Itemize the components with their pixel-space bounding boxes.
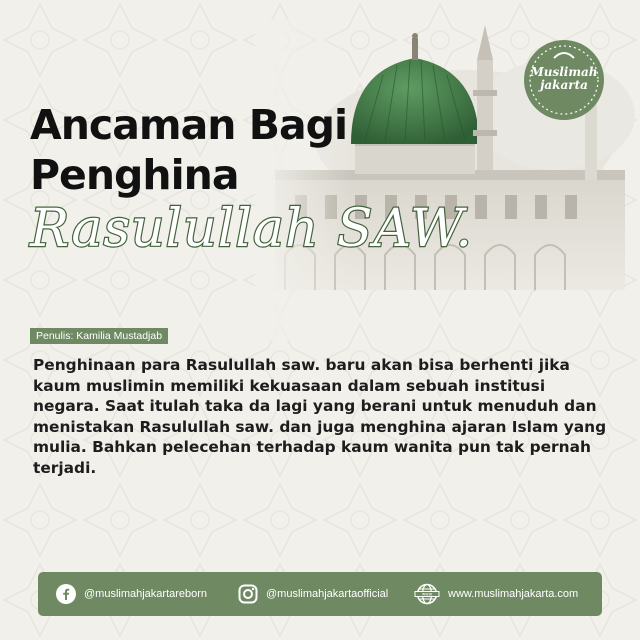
headline-script: Rasulullah SAW. [30,199,473,259]
headline-line-2: Penghina [30,151,239,199]
logo-line-2: jakarta [540,78,588,92]
logo-text [524,66,604,92]
website-url: www.muslimahjakarta.com [448,588,579,600]
facebook-icon [56,584,76,604]
headline-line-1: Ancaman Bagi [30,101,348,149]
body-paragraph: Penghinaan para Rasulullah saw. baru akan bisa berhenti jika kaum muslimin memiliki kekuasaan dalam sebuah institusi negara. Saat itulah taka da lagi yang berani untuk menuduh dan menistakan Rasulullah saw. dan juga menghina ajaran Islam yang mulia. Bahkan pelecehan terhadap kaum wanita pun tak pernah terjadi. [33,356,607,477]
svg-text:www: www [421,591,433,597]
instagram-handle: @muslimahjakartaofficial [266,588,389,600]
instagram-icon [238,584,258,604]
headline [30,100,390,200]
author-badge: Penulis: Kamilia Mustadjab [30,328,168,344]
facebook-handle: @muslimahjakartareborn [84,588,208,600]
footer-facebook[interactable] [56,572,207,616]
logo-line-1: Muslimah [530,65,598,79]
footer-website[interactable] [414,572,578,616]
footer-bar [38,572,602,616]
footer-instagram[interactable] [238,572,388,616]
globe-icon [414,583,440,605]
brand-logo [524,40,604,120]
